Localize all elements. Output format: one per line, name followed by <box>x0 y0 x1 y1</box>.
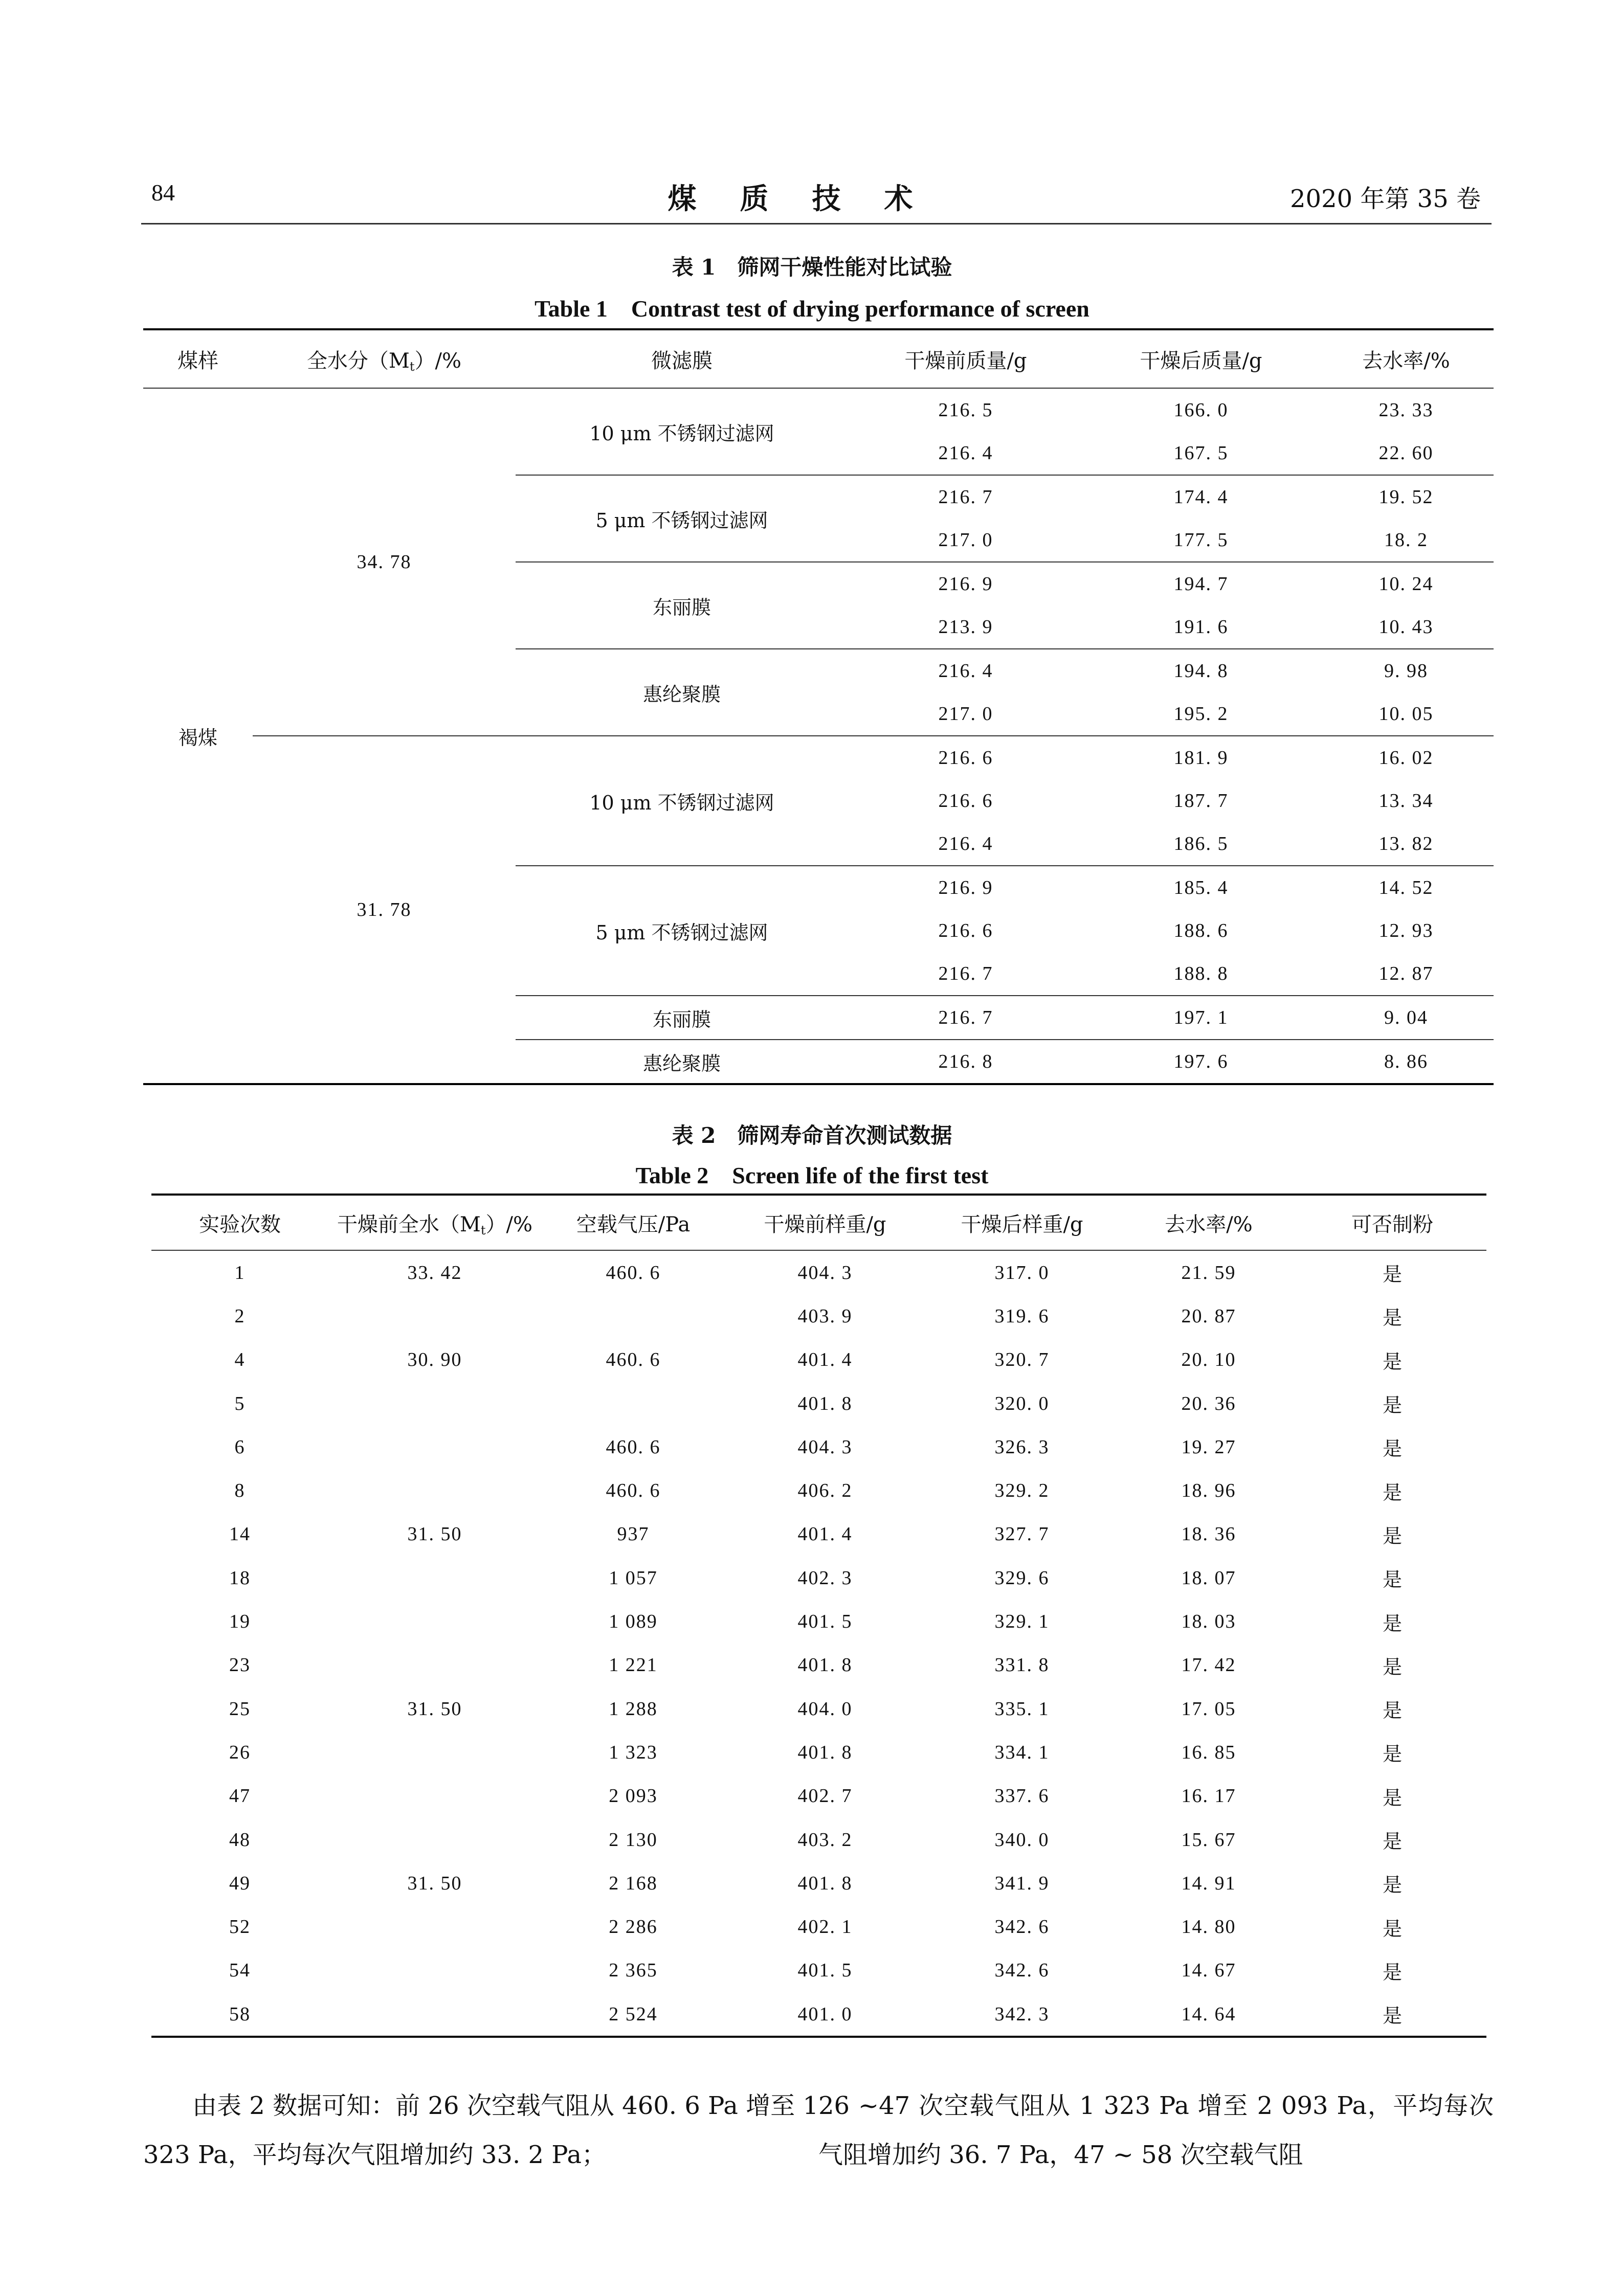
moisture-cell: 31. 50 <box>407 1698 462 1720</box>
mass-before-cell: 216. 6 <box>938 790 993 812</box>
membrane-cell: 东丽膜 <box>516 996 848 1040</box>
weight-before-cell: 404. 0 <box>797 1698 853 1720</box>
membrane-cell: 5 μm 不锈钢过滤网 <box>516 866 848 996</box>
table-row <box>151 1294 1486 1338</box>
trial-cell: 49 <box>229 1872 251 1894</box>
trial-cell: 58 <box>229 2003 251 2025</box>
table2-header-0: 实验次数 <box>151 1195 328 1250</box>
water-removal-cell: 8. 86 <box>1319 1040 1494 1084</box>
table-row <box>151 1469 1486 1512</box>
table-row <box>151 1600 1486 1643</box>
table1-header-1: 全水分$(M_t)/\%$ <box>253 329 516 388</box>
trial-cell: 6 <box>234 1436 246 1458</box>
air-pressure-cell: 1 089 <box>609 1611 658 1633</box>
weight-before-cell: 403. 9 <box>797 1305 853 1327</box>
water-removal-cell: 14. 52 <box>1319 866 1494 909</box>
header-rule <box>141 223 1492 224</box>
trial-cell: 18 <box>229 1567 251 1589</box>
mass-before-cell: 216. 9 <box>848 562 1083 605</box>
water-removal-cell: 17. 05 <box>1181 1698 1236 1720</box>
table-row <box>151 1992 1486 2037</box>
air-pressure-cell: 460. 6 <box>606 1436 661 1458</box>
table1-header-2: 微滤膜 <box>516 329 848 388</box>
water-removal-cell: 13. 34 <box>1378 790 1434 812</box>
trial-cell: 14 <box>229 1523 251 1545</box>
air-pressure-cell: 460. 6 <box>606 1262 661 1284</box>
trial-cell: 47 <box>229 1785 251 1807</box>
mass-after-cell: 174. 4 <box>1083 475 1319 519</box>
table1-caption-cn: 表 1 筛网干燥性能对比试验 <box>672 255 952 280</box>
grindable-cell: 是 <box>1382 2005 1402 2028</box>
water-removal-cell: 19. 27 <box>1181 1436 1236 1458</box>
mass-after-cell: 197. 6 <box>1083 1040 1319 1084</box>
water-removal-cell: 17. 42 <box>1181 1654 1236 1676</box>
table2-caption-en: Table 2 Screen life of the first test <box>635 1162 989 1188</box>
water-removal-cell: 18. 2 <box>1384 529 1428 551</box>
grindable-cell: 是 <box>1382 1263 1402 1286</box>
water-removal-cell: 23. 33 <box>1378 399 1434 421</box>
weight-before-cell: 401. 4 <box>797 1523 853 1545</box>
table-row <box>151 1513 1486 1556</box>
water-removal-cell: 14. 80 <box>1181 1916 1236 1938</box>
weight-after-cell: 337. 6 <box>994 1785 1050 1807</box>
water-removal-cell: 9. 98 <box>1319 649 1494 692</box>
weight-before-cell: 401. 8 <box>797 1741 853 1763</box>
weight-before-cell: 402. 3 <box>797 1567 853 1589</box>
page-number: 84 <box>151 179 175 206</box>
mass-before-cell: 216. 5 <box>938 399 993 421</box>
air-pressure-cell: 1 288 <box>609 1698 658 1720</box>
moisture-cell <box>328 1992 541 2037</box>
weight-before-cell: 401. 8 <box>797 1872 853 1894</box>
weight-before-cell: 401. 8 <box>797 1392 853 1414</box>
air-pressure-cell: 2 286 <box>609 1916 658 1938</box>
weight-after-cell: 341. 9 <box>994 1872 1050 1894</box>
trial-cell: 26 <box>229 1741 251 1763</box>
grindable-cell: 是 <box>1382 1874 1402 1897</box>
water-removal-cell: 21. 59 <box>1181 1262 1236 1284</box>
sample-cell: 褐煤 <box>178 726 217 749</box>
trial-cell: 1 <box>234 1262 246 1284</box>
weight-after-cell: 342. 6 <box>994 1960 1050 1982</box>
table2-header-3: 干燥前样重/g <box>725 1195 925 1250</box>
mass-before-cell: 216. 7 <box>848 475 1083 519</box>
table2 <box>151 1194 1486 2038</box>
table-row <box>151 1774 1486 1818</box>
weight-after-cell: 317. 0 <box>994 1262 1050 1284</box>
grindable-cell: 是 <box>1382 1655 1402 1678</box>
water-removal-cell: 19. 52 <box>1319 475 1494 519</box>
membrane-cell: 东丽膜 <box>516 562 848 649</box>
moisture-cell <box>328 1469 541 1512</box>
table2-header-6: 可否制粉 <box>1298 1195 1486 1250</box>
water-removal-cell: 18. 96 <box>1181 1480 1236 1502</box>
mass-after-cell: 166. 0 <box>1173 399 1229 421</box>
moisture-cell <box>328 1774 541 1818</box>
table2-header-1: 干燥前全水$(M_t)/\%$ <box>328 1195 541 1250</box>
weight-before-cell: 401. 8 <box>797 1654 853 1676</box>
table-row <box>151 1250 1486 1294</box>
air-pressure-cell: 460. 6 <box>606 1349 661 1371</box>
moisture-cell <box>328 1818 541 1861</box>
water-removal-cell: 20. 36 <box>1181 1392 1236 1414</box>
body-paragraph-right: 26 ~47 次空载气阻从 1 323 Pa 增至 2 093 Pa，平均每次气阻增加约 36. 7 Pa，47 ~ 58 次空载气阻 <box>818 2091 1494 2169</box>
trial-cell: 2 <box>234 1305 246 1327</box>
weight-after-cell: 335. 1 <box>994 1698 1050 1720</box>
air-pressure-cell: 460. 6 <box>606 1480 661 1502</box>
mass-before-cell: 216. 6 <box>938 920 993 941</box>
membrane-cell: 10 μm 不锈钢过滤网 <box>589 422 774 445</box>
mass-after-cell: 185. 4 <box>1083 866 1319 909</box>
mass-after-cell: 188. 8 <box>1173 963 1229 984</box>
grindable-cell: 是 <box>1382 1394 1402 1417</box>
air-pressure-cell: 2 524 <box>609 2003 658 2025</box>
table1-header-5: 去水率/% <box>1319 329 1494 388</box>
table-row <box>151 1905 1486 1948</box>
grindable-cell: 是 <box>1382 1699 1402 1722</box>
air-pressure-cell: 1 057 <box>609 1567 658 1589</box>
grindable-cell: 是 <box>1382 1830 1402 1853</box>
weight-before-cell: 404. 3 <box>797 1262 853 1284</box>
mass-after-cell: 195. 2 <box>1173 703 1229 725</box>
grindable-cell: 是 <box>1382 1350 1402 1373</box>
moisture-cell <box>328 1949 541 1992</box>
grindable-cell: 是 <box>1382 1568 1402 1591</box>
grindable-cell: 是 <box>1382 1917 1402 1940</box>
table1 <box>143 328 1494 1085</box>
trial-cell: 5 <box>234 1392 246 1414</box>
air-pressure-cell: 2 365 <box>609 1960 658 1982</box>
mass-before-cell: 217. 0 <box>938 703 993 725</box>
weight-after-cell: 334. 1 <box>994 1741 1050 1763</box>
moisture-cell <box>328 1905 541 1948</box>
trial-cell: 25 <box>229 1698 251 1720</box>
table-row <box>151 1338 1486 1382</box>
table-row <box>151 1730 1486 1774</box>
moisture-cell: 33. 42 <box>407 1262 462 1284</box>
mass-after-cell: 194. 7 <box>1083 562 1319 605</box>
membrane-cell: 5 μm 不锈钢过滤网 <box>516 475 848 562</box>
water-removal-cell: 10. 24 <box>1319 562 1494 605</box>
water-removal-cell: 10. 43 <box>1378 616 1434 638</box>
air-pressure-cell: 2 093 <box>609 1785 658 1807</box>
weight-before-cell: 401. 0 <box>797 2003 853 2025</box>
mass-after-cell: 197. 1 <box>1083 996 1319 1040</box>
volume-label: 2020 年第 35 卷 <box>1289 185 1481 213</box>
moisture-cell <box>328 1556 541 1600</box>
weight-after-cell: 319. 6 <box>994 1305 1050 1327</box>
grindable-cell: 是 <box>1382 1524 1402 1547</box>
trial-cell: 48 <box>229 1829 251 1851</box>
table2-header-5: 去水率/% <box>1119 1195 1298 1250</box>
table1-header-0: 煤样 <box>143 329 253 388</box>
mass-after-cell: 187. 7 <box>1173 790 1229 812</box>
weight-before-cell: 403. 2 <box>797 1829 853 1851</box>
membrane-cell: 10 μm 不锈钢过滤网 <box>516 736 848 866</box>
table-row <box>151 1687 1486 1730</box>
moisture-cell <box>328 1294 541 1338</box>
weight-after-cell: 342. 6 <box>994 1916 1050 1938</box>
water-removal-cell: 18. 36 <box>1181 1523 1236 1545</box>
mass-before-cell: 213. 9 <box>938 616 993 638</box>
moisture-cell: 30. 90 <box>407 1349 462 1371</box>
air-pressure-cell <box>541 1294 725 1338</box>
table1-header-3: 干燥前质量/g <box>848 329 1083 388</box>
table-row <box>143 388 1494 432</box>
water-removal-cell: 15. 67 <box>1181 1829 1236 1851</box>
mass-before-cell: 216. 8 <box>848 1040 1083 1084</box>
weight-after-cell: 329. 2 <box>994 1480 1050 1502</box>
water-removal-cell: 12. 87 <box>1378 963 1434 984</box>
weight-before-cell: 406. 2 <box>797 1480 853 1502</box>
water-removal-cell: 18. 03 <box>1181 1611 1236 1633</box>
mass-after-cell: 194. 8 <box>1083 649 1319 692</box>
mass-before-cell: 216. 7 <box>848 996 1083 1040</box>
weight-after-cell: 320. 7 <box>994 1349 1050 1371</box>
grindable-cell: 是 <box>1382 1786 1402 1809</box>
grindable-cell: 是 <box>1382 1961 1402 1984</box>
journal-title: 煤质技术 <box>668 182 956 216</box>
water-removal-cell: 20. 87 <box>1181 1305 1236 1327</box>
water-removal-cell: 20. 10 <box>1181 1349 1236 1371</box>
water-removal-cell: 9. 04 <box>1319 996 1494 1040</box>
weight-before-cell: 402. 7 <box>797 1785 853 1807</box>
grindable-cell: 是 <box>1382 1743 1402 1766</box>
air-pressure-cell: 2 168 <box>609 1872 658 1894</box>
weight-after-cell: 329. 6 <box>994 1567 1050 1589</box>
air-pressure-cell <box>541 1382 725 1425</box>
weight-before-cell: 404. 3 <box>797 1436 853 1458</box>
water-removal-cell: 16. 85 <box>1181 1741 1236 1763</box>
moisture-cell <box>328 1644 541 1687</box>
mass-before-cell: 217. 0 <box>938 529 993 551</box>
mass-before-cell: 216. 4 <box>938 442 993 464</box>
table-row <box>151 1818 1486 1861</box>
membrane-cell: 惠纶聚膜 <box>516 1040 848 1084</box>
air-pressure-cell: 2 130 <box>609 1829 658 1851</box>
moisture-cell: 34. 78 <box>357 551 412 573</box>
trial-cell: 4 <box>234 1349 246 1371</box>
air-pressure-cell: 1 323 <box>609 1741 658 1763</box>
water-removal-cell: 16. 17 <box>1181 1785 1236 1807</box>
grindable-cell: 是 <box>1382 1481 1402 1504</box>
water-removal-cell: 10. 05 <box>1378 703 1434 725</box>
weight-after-cell: 329. 1 <box>994 1611 1050 1633</box>
table-row <box>143 736 1494 779</box>
table-row <box>151 1644 1486 1687</box>
table1-caption-en: Table 1 Contrast test of drying performance of screen <box>535 296 1089 322</box>
weight-after-cell: 340. 0 <box>994 1829 1050 1851</box>
water-removal-cell: 18. 07 <box>1181 1567 1236 1589</box>
mass-before-cell: 216. 6 <box>848 736 1083 779</box>
mass-before-cell: 216. 9 <box>848 866 1083 909</box>
table2-header-2: 空载气压/Pa <box>541 1195 725 1250</box>
moisture-cell: 31. 78 <box>253 736 516 1084</box>
mass-after-cell: 191. 6 <box>1173 616 1229 638</box>
water-removal-cell: 14. 67 <box>1181 1960 1236 1982</box>
trial-cell: 54 <box>229 1960 251 1982</box>
trial-cell: 52 <box>229 1916 251 1938</box>
weight-after-cell: 326. 3 <box>994 1436 1050 1458</box>
weight-before-cell: 401. 4 <box>797 1349 853 1371</box>
table-row <box>151 1556 1486 1600</box>
water-removal-cell: 16. 02 <box>1319 736 1494 779</box>
weight-before-cell: 401. 5 <box>797 1960 853 1982</box>
water-removal-cell: 14. 91 <box>1181 1872 1236 1894</box>
moisture-cell <box>328 1730 541 1774</box>
trial-cell: 8 <box>234 1480 246 1502</box>
mass-after-cell: 167. 5 <box>1173 442 1229 464</box>
weight-after-cell: 327. 7 <box>994 1523 1050 1545</box>
table-row <box>151 1382 1486 1425</box>
moisture-cell <box>328 1425 541 1469</box>
air-pressure-cell: 937 <box>617 1523 650 1545</box>
mass-after-cell: 177. 5 <box>1173 529 1229 551</box>
trial-cell: 23 <box>229 1654 251 1676</box>
table1-header-4: 干燥后质量/g <box>1083 329 1319 388</box>
weight-after-cell: 342. 3 <box>994 2003 1050 2025</box>
grindable-cell: 是 <box>1382 1612 1402 1635</box>
moisture-cell <box>328 1382 541 1425</box>
mass-before-cell: 216. 7 <box>938 963 993 984</box>
mass-after-cell: 181. 9 <box>1083 736 1319 779</box>
mass-after-cell: 186. 5 <box>1173 833 1229 854</box>
trial-cell: 19 <box>229 1611 251 1633</box>
mass-before-cell: 216. 4 <box>938 833 993 854</box>
table2-header-4: 干燥后样重/g <box>925 1195 1119 1250</box>
table2-caption-cn: 表 2 筛网寿命首次测试数据 <box>672 1123 952 1148</box>
mass-before-cell: 216. 4 <box>848 649 1083 692</box>
weight-after-cell: 331. 8 <box>994 1654 1050 1676</box>
water-removal-cell: 22. 60 <box>1378 442 1434 464</box>
moisture-cell <box>328 1600 541 1643</box>
grindable-cell: 是 <box>1382 1307 1402 1330</box>
membrane-cell: 惠纶聚膜 <box>516 649 848 736</box>
weight-before-cell: 402. 1 <box>797 1916 853 1938</box>
weight-before-cell: 401. 5 <box>797 1611 853 1633</box>
water-removal-cell: 13. 82 <box>1378 833 1434 854</box>
mass-after-cell: 188. 6 <box>1173 920 1229 941</box>
table-row <box>151 1425 1486 1469</box>
grindable-cell: 是 <box>1382 1437 1402 1460</box>
air-pressure-cell: 1 221 <box>609 1654 658 1676</box>
table-row <box>151 1949 1486 1992</box>
water-removal-cell: 12. 93 <box>1378 920 1434 941</box>
table-row <box>151 1861 1486 1905</box>
weight-after-cell: 320. 0 <box>994 1392 1050 1414</box>
moisture-cell: 31. 50 <box>407 1872 462 1894</box>
moisture-cell: 31. 50 <box>407 1523 462 1545</box>
body-paragraph-left: 由表 2 数据可知：前 26 次空载气阻从 460. 6 Pa 增至 1 323 Pa，平均每次气阻增加约 33. 2 Pa； <box>143 2091 818 2169</box>
water-removal-cell: 14. 64 <box>1181 2003 1236 2025</box>
